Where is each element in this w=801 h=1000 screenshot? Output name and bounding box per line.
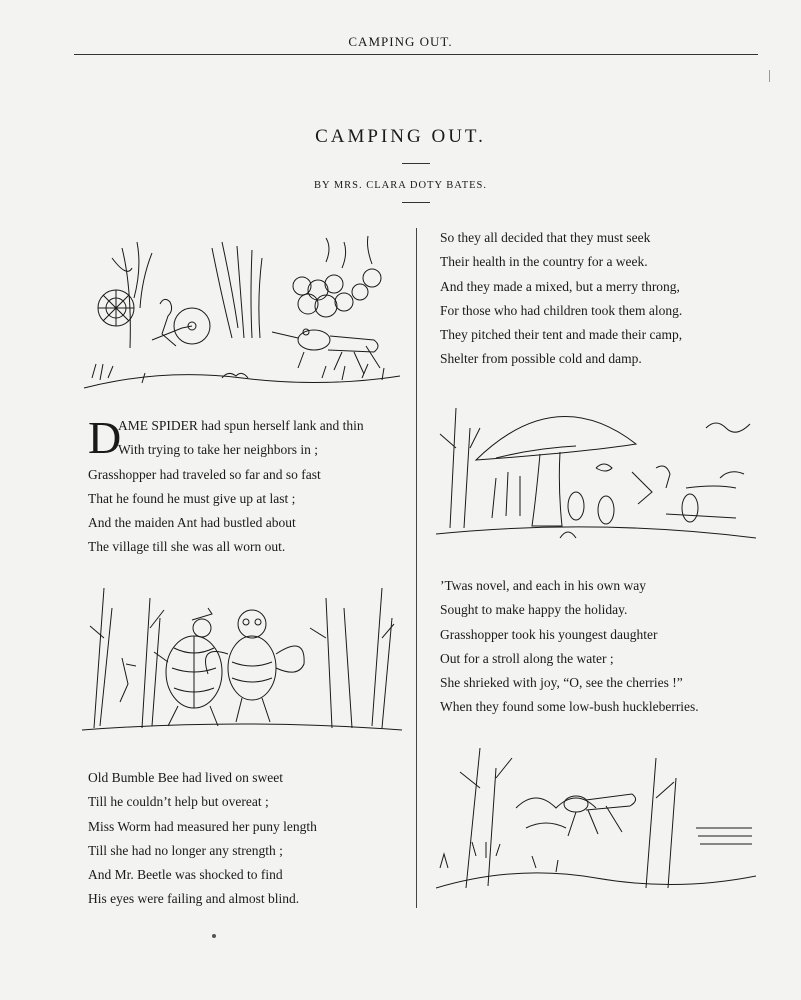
beetle-icon	[154, 608, 222, 726]
print-speck	[769, 70, 770, 82]
stanza-line: Till he couldn’t help but overeat ;	[88, 794, 269, 810]
stanza-line: ’Twas novel, and each in his own way	[440, 578, 647, 593]
byline: BY MRS. CLARA DOTY BATES.	[314, 180, 487, 191]
bumble-bee-icon	[206, 610, 305, 722]
stanza-line: Sought to make happy the holiday.	[440, 602, 628, 618]
stanza-line: Their health in the country for a week.	[440, 254, 648, 270]
title-rule-top	[402, 163, 430, 164]
illustration-grasshopper-water	[436, 738, 756, 898]
grasshopper-icon	[564, 794, 636, 836]
stanza-1	[88, 414, 418, 560]
stanza-line: The village till she was all worn out.	[88, 539, 286, 555]
stanza-line: Out for a stroll along the water ;	[440, 650, 614, 666]
spider-web-icon	[98, 290, 134, 326]
stanza-line: Grasshopper had traveled so far and so fast	[88, 466, 321, 482]
stanza-line: She shrieked with joy, “O, see the cherries !”	[440, 675, 683, 691]
drop-cap: D	[88, 412, 122, 463]
column-divider	[416, 228, 417, 908]
page-title: CAMPING OUT.	[315, 126, 486, 147]
title-rule-bottom	[402, 202, 430, 203]
print-speck	[212, 934, 216, 938]
stanza-line: So they all decided that they must seek	[440, 230, 651, 245]
stanza-line: Old Bumble Bee had lived on sweet	[88, 770, 283, 785]
stanza-2	[88, 766, 317, 912]
stanza-line: And they made a mixed, but a merry throng,	[440, 278, 680, 294]
stanza-line: And the maiden Ant had bustled about	[88, 515, 296, 531]
stanza-line: Grasshopper took his youngest daughter	[440, 626, 658, 642]
illustration-mushroom-camp	[436, 388, 756, 550]
stanza-line: With trying to take her neighbors in ;	[118, 442, 319, 458]
stanza-line: That he found he must give up at last ;	[88, 490, 296, 506]
mushroom-tent-icon	[476, 417, 636, 526]
header-rule	[74, 54, 758, 55]
stanza-line: Miss Worm had measured her puny length	[88, 818, 317, 834]
stanza-line: Shelter from possible cold and damp.	[440, 351, 642, 367]
stanza-line: When they found some low-bush huckleberries.	[440, 699, 699, 715]
stanza-line: His eyes were failing and almost blind.	[88, 891, 300, 907]
stanza-line: They pitched their tent and made their camp,	[440, 327, 683, 343]
stanza-3	[440, 226, 682, 372]
illustration-spider-grasshopper	[82, 228, 402, 394]
illustration-beetle-bee	[82, 578, 402, 738]
running-head: CAMPING OUT.	[348, 34, 453, 49]
stanza-line: Till she had no longer any strength ;	[88, 842, 283, 858]
stanza-4	[440, 574, 699, 720]
stanza-line: And Mr. Beetle was shocked to find	[88, 867, 283, 883]
stanza-line: AME SPIDER had spun herself lank and thin	[118, 418, 364, 433]
stanza-line: For those who had children took them along.	[440, 302, 683, 318]
